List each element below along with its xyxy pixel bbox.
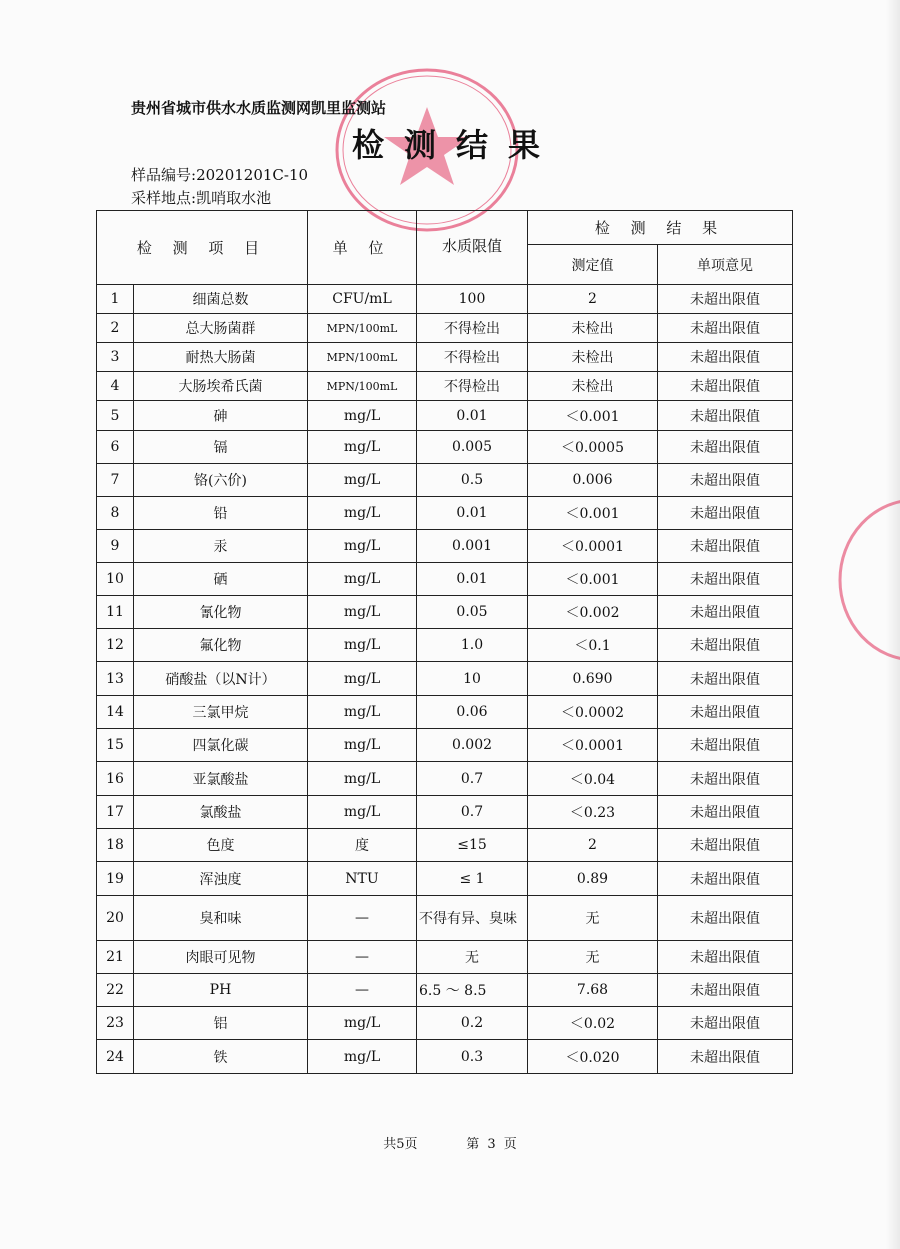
item-name: 铬(六价): [134, 464, 308, 497]
unit: MPN/100mL: [308, 314, 417, 343]
unit: —: [308, 974, 417, 1007]
item-name: 浑浊度: [134, 862, 308, 896]
item-name: 臭和味: [134, 896, 308, 941]
table-row: [97, 530, 793, 563]
header-opinion: 单项意见: [658, 245, 793, 285]
table-row: [97, 314, 793, 343]
item-name: 硝酸盐（以N计）: [134, 662, 308, 696]
limit-value: 不得检出: [417, 343, 528, 372]
unit: mg/L: [308, 530, 417, 563]
opinion: 未超出限值: [658, 530, 793, 563]
row-number: 5: [97, 401, 134, 431]
measured-value: ＜0.0001: [528, 729, 658, 762]
sample-number-label: 样品编号:: [131, 166, 197, 184]
table-row: [97, 1040, 793, 1074]
header-unit: 单 位: [308, 211, 417, 285]
opinion: 未超出限值: [658, 372, 793, 401]
limit-value: 6.5 ～ 8.5: [417, 974, 528, 1007]
limit-value: 无: [417, 941, 528, 974]
measured-value: ＜0.0002: [528, 696, 658, 729]
row-number: 20: [97, 896, 134, 941]
table-row: [97, 629, 793, 662]
measured-value: 0.690: [528, 662, 658, 696]
opinion: 未超出限值: [658, 314, 793, 343]
limit-value: 0.002: [417, 729, 528, 762]
row-number: 7: [97, 464, 134, 497]
row-number: 2: [97, 314, 134, 343]
unit: CFU/mL: [308, 285, 417, 314]
opinion: 未超出限值: [658, 896, 793, 941]
limit-value: 0.3: [417, 1040, 528, 1074]
limit-value: 1.0: [417, 629, 528, 662]
limit-value: 0.2: [417, 1007, 528, 1040]
table-row: [97, 401, 793, 431]
table-row: [97, 696, 793, 729]
opinion: 未超出限值: [658, 1007, 793, 1040]
item-name: PH: [134, 974, 308, 1007]
measured-value: ＜0.23: [528, 796, 658, 829]
unit: mg/L: [308, 497, 417, 530]
opinion: 未超出限值: [658, 596, 793, 629]
limit-value: 0.05: [417, 596, 528, 629]
item-name: 氯酸盐: [134, 796, 308, 829]
table-row: [97, 285, 793, 314]
page-title: 检测结果: [351, 126, 560, 164]
measured-value: 未检出: [528, 314, 658, 343]
limit-value: 0.7: [417, 762, 528, 796]
row-number: 17: [97, 796, 134, 829]
unit: MPN/100mL: [308, 343, 417, 372]
row-number: 22: [97, 974, 134, 1007]
item-name: 亚氯酸盐: [134, 762, 308, 796]
measured-value: ＜0.001: [528, 497, 658, 530]
unit: mg/L: [308, 1007, 417, 1040]
measured-value: ＜0.020: [528, 1040, 658, 1074]
table-row: [97, 941, 793, 974]
measured-value: 无: [528, 941, 658, 974]
limit-value: 0.005: [417, 431, 528, 464]
edge-seal: [835, 495, 900, 665]
opinion: 未超出限值: [658, 431, 793, 464]
opinion: 未超出限值: [658, 796, 793, 829]
limit-value: ≤ 1: [417, 862, 528, 896]
measured-value: ＜0.02: [528, 1007, 658, 1040]
row-number: 8: [97, 497, 134, 530]
table-row: [97, 829, 793, 862]
unit: MPN/100mL: [308, 372, 417, 401]
row-number: 6: [97, 431, 134, 464]
total-pages: 共5页: [383, 1137, 418, 1152]
table-row: [97, 343, 793, 372]
row-number: 4: [97, 372, 134, 401]
row-number: 1: [97, 285, 134, 314]
row-number: 15: [97, 729, 134, 762]
item-name: 铁: [134, 1040, 308, 1074]
sample-number: 20201201C-10: [196, 166, 309, 184]
item-name: 铅: [134, 497, 308, 530]
opinion: 未超出限值: [658, 285, 793, 314]
unit: —: [308, 941, 417, 974]
table-row: [97, 372, 793, 401]
opinion: 未超出限值: [658, 497, 793, 530]
table-row: [97, 1007, 793, 1040]
limit-value: 10: [417, 662, 528, 696]
unit: 度: [308, 829, 417, 862]
table-row: [97, 662, 793, 696]
unit: mg/L: [308, 729, 417, 762]
unit: mg/L: [308, 696, 417, 729]
measured-value: 未检出: [528, 372, 658, 401]
measured-value: ＜0.001: [528, 563, 658, 596]
opinion: 未超出限值: [658, 862, 793, 896]
opinion: 未超出限值: [658, 829, 793, 862]
unit: mg/L: [308, 629, 417, 662]
row-number: 11: [97, 596, 134, 629]
item-name: 总大肠菌群: [134, 314, 308, 343]
item-name: 大肠埃希氏菌: [134, 372, 308, 401]
page-number: 第 3 页: [466, 1137, 517, 1152]
row-number: 24: [97, 1040, 134, 1074]
limit-value: ≤15: [417, 829, 528, 862]
limit-value: 不得检出: [417, 314, 528, 343]
table-row: [97, 497, 793, 530]
table-row: [97, 762, 793, 796]
opinion: 未超出限值: [658, 696, 793, 729]
header-measured: 测定值: [528, 245, 658, 285]
table-row: [97, 974, 793, 1007]
row-number: 12: [97, 629, 134, 662]
row-number: 9: [97, 530, 134, 563]
unit: mg/L: [308, 596, 417, 629]
opinion: 未超出限值: [658, 662, 793, 696]
sampling-location: 凯哨取水池: [196, 189, 272, 207]
row-number: 13: [97, 662, 134, 696]
results-table: [96, 210, 793, 1074]
measured-value: 7.68: [528, 974, 658, 1007]
limit-value: 0.01: [417, 497, 528, 530]
opinion: 未超出限值: [658, 762, 793, 796]
header-results: 检 测 结 果: [528, 211, 793, 245]
opinion: 未超出限值: [658, 629, 793, 662]
measured-value: ＜0.1: [528, 629, 658, 662]
row-number: 3: [97, 343, 134, 372]
unit: mg/L: [308, 796, 417, 829]
item-name: 四氯化碳: [134, 729, 308, 762]
header-item: 检 测 项 目: [97, 211, 308, 285]
table-row: [97, 464, 793, 497]
opinion: 未超出限值: [658, 563, 793, 596]
limit-value: 0.5: [417, 464, 528, 497]
limit-value: 不得有异、臭味: [417, 896, 528, 941]
sampling-location-label: 采样地点:: [131, 189, 197, 207]
row-number: 18: [97, 829, 134, 862]
sample-number-line: [131, 164, 308, 185]
measured-value: ＜0.001: [528, 401, 658, 431]
row-number: 10: [97, 563, 134, 596]
item-name: 氰化物: [134, 596, 308, 629]
row-number: 23: [97, 1007, 134, 1040]
table-row: [97, 431, 793, 464]
table-row: [97, 862, 793, 896]
unit: NTU: [308, 862, 417, 896]
limit-value: 0.7: [417, 796, 528, 829]
organization-name: 贵州省城市供水水质监测网凯里监测站: [131, 99, 387, 117]
item-name: 硒: [134, 563, 308, 596]
item-name: 三氯甲烷: [134, 696, 308, 729]
measured-value: 0.89: [528, 862, 658, 896]
measured-value: 未检出: [528, 343, 658, 372]
row-number: 19: [97, 862, 134, 896]
measured-value: 0.006: [528, 464, 658, 497]
unit: mg/L: [308, 1040, 417, 1074]
row-number: 14: [97, 696, 134, 729]
table-row: [97, 796, 793, 829]
sampling-location-line: [131, 187, 271, 208]
measured-value: 2: [528, 285, 658, 314]
unit: —: [308, 896, 417, 941]
unit: mg/L: [308, 464, 417, 497]
table-row: [97, 563, 793, 596]
table-row: [97, 596, 793, 629]
item-name: 汞: [134, 530, 308, 563]
page-footer: [0, 1133, 900, 1152]
opinion: 未超出限值: [658, 464, 793, 497]
opinion: 未超出限值: [658, 974, 793, 1007]
item-name: 肉眼可见物: [134, 941, 308, 974]
row-number: 16: [97, 762, 134, 796]
item-name: 色度: [134, 829, 308, 862]
item-name: 铝: [134, 1007, 308, 1040]
measured-value: ＜0.002: [528, 596, 658, 629]
item-name: 氟化物: [134, 629, 308, 662]
limit-value: 0.01: [417, 401, 528, 431]
measured-value: ＜0.0005: [528, 431, 658, 464]
limit-value: 100: [417, 285, 528, 314]
opinion: 未超出限值: [658, 401, 793, 431]
limit-value: 0.001: [417, 530, 528, 563]
table-row: [97, 729, 793, 762]
table-row: [97, 896, 793, 941]
item-name: 镉: [134, 431, 308, 464]
unit: mg/L: [308, 401, 417, 431]
unit: mg/L: [308, 563, 417, 596]
header-limit: 水质限值: [417, 211, 528, 285]
unit: mg/L: [308, 431, 417, 464]
opinion: 未超出限值: [658, 343, 793, 372]
unit: mg/L: [308, 762, 417, 796]
row-number: 21: [97, 941, 134, 974]
item-name: 砷: [134, 401, 308, 431]
measured-value: ＜0.04: [528, 762, 658, 796]
measured-value: ＜0.0001: [528, 530, 658, 563]
limit-value: 0.06: [417, 696, 528, 729]
limit-value: 不得检出: [417, 372, 528, 401]
limit-value: 0.01: [417, 563, 528, 596]
measured-value: 2: [528, 829, 658, 862]
unit: mg/L: [308, 662, 417, 696]
item-name: 耐热大肠菌: [134, 343, 308, 372]
item-name: 细菌总数: [134, 285, 308, 314]
measured-value: 无: [528, 896, 658, 941]
opinion: 未超出限值: [658, 941, 793, 974]
opinion: 未超出限值: [658, 1040, 793, 1074]
opinion: 未超出限值: [658, 729, 793, 762]
